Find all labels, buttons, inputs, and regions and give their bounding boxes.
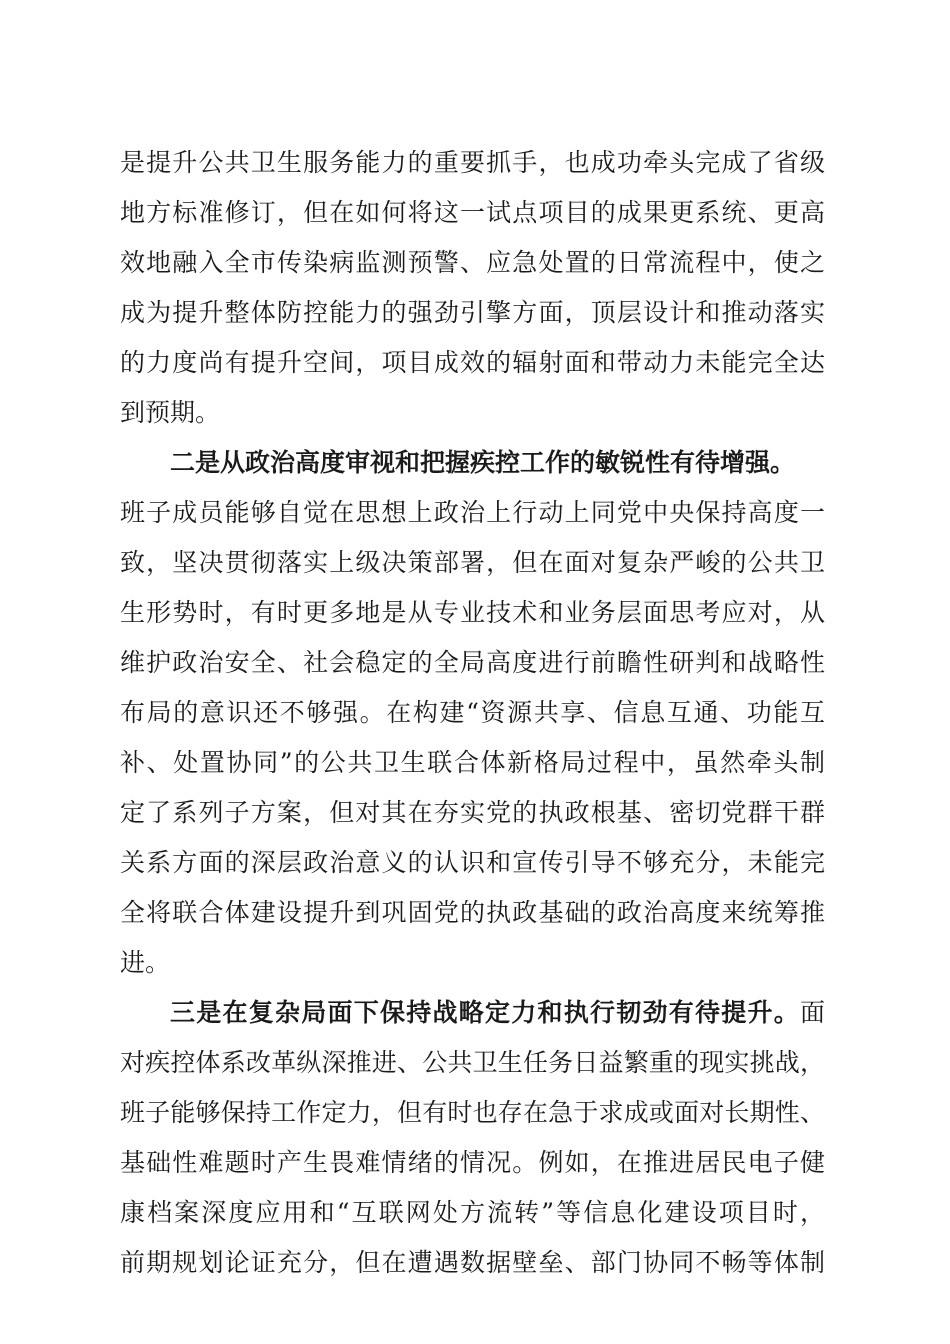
paragraph-2-line-3: 生形势时，有时更多地是从专业技术和业务层面思考应对，从 bbox=[120, 598, 825, 627]
paragraph-3-line-5: 前期规划论证充分，但在遭遇数据壁垒、部门协同不畅等体制 bbox=[120, 1248, 825, 1277]
paragraph-3-line-2: 班子能够保持工作定力，但有时也存在急于求成或面对长期性、 bbox=[120, 1098, 825, 1127]
paragraph-2-line-5: 布局的意识还不够强。在构建“资源共享、信息互通、功能互 bbox=[120, 698, 825, 727]
paragraph-1-line-4: 成为提升整体防控能力的强劲引擎方面，顶层设计和推动落实 bbox=[120, 298, 825, 327]
paragraph-2-heading: 二是从政治高度审视和把握疾控工作的敏锐性有待增强。 bbox=[170, 448, 796, 477]
paragraph-2-line-4: 维护政治安全、社会稳定的全局高度进行前瞻性研判和战略性 bbox=[120, 648, 825, 677]
paragraph-3-heading: 三是在复杂局面下保持战略定力和执行韧劲有待提升。 bbox=[170, 998, 800, 1027]
paragraph-2-line-8: 关系方面的深层政治意义的认识和宣传引导不够充分，未能完 bbox=[120, 848, 825, 877]
paragraph-3-line-4: 康档案深度应用和“互联网处方流转”等信息化建设项目时， bbox=[120, 1198, 825, 1227]
paragraph-1-line-2: 地方标准修订，但在如何将这一试点项目的成果更系统、更高 bbox=[120, 198, 825, 227]
paragraph-3-line-1: 对疾控体系改革纵深推进、公共卫生任务日益繁重的现实挑战， bbox=[120, 1048, 825, 1077]
paragraph-1-line-3: 效地融入全市传染病监测预警、应急处置的日常流程中，使之 bbox=[120, 248, 825, 277]
paragraph-2-line-9: 全将联合体建设提升到巩固党的执政基础的政治高度来统筹推 bbox=[120, 898, 825, 927]
paragraph-1-line-6: 到预期。 bbox=[120, 398, 221, 427]
paragraph-2-line-2: 致，坚决贯彻落实上级决策部署，但在面对复杂严峻的公共卫 bbox=[120, 548, 825, 577]
paragraph-3-heading-line bbox=[170, 996, 825, 1030]
paragraph-3-line-3: 基础性难题时产生畏难情绪的情况。例如，在推进居民电子健 bbox=[120, 1148, 825, 1177]
paragraph-2-line-6: 补、处置协同”的公共卫生联合体新格局过程中，虽然牵头制 bbox=[120, 748, 825, 777]
paragraph-3-heading-tail: 面 bbox=[799, 998, 825, 1027]
paragraph-1-line-1: 是提升公共卫生服务能力的重要抓手，也成功牵头完成了省级 bbox=[120, 148, 825, 177]
paragraph-2-line-10: 进。 bbox=[120, 948, 171, 977]
paragraph-2-line-7: 定了系列子方案，但对其在夯实党的执政根基、密切党群干群 bbox=[120, 798, 825, 827]
paragraph-1-line-5: 的力度尚有提升空间，项目成效的辐射面和带动力未能完全达 bbox=[120, 348, 825, 377]
paragraph-2-line-1: 班子成员能够自觉在思想上政治上行动上同党中央保持高度一 bbox=[120, 498, 825, 527]
